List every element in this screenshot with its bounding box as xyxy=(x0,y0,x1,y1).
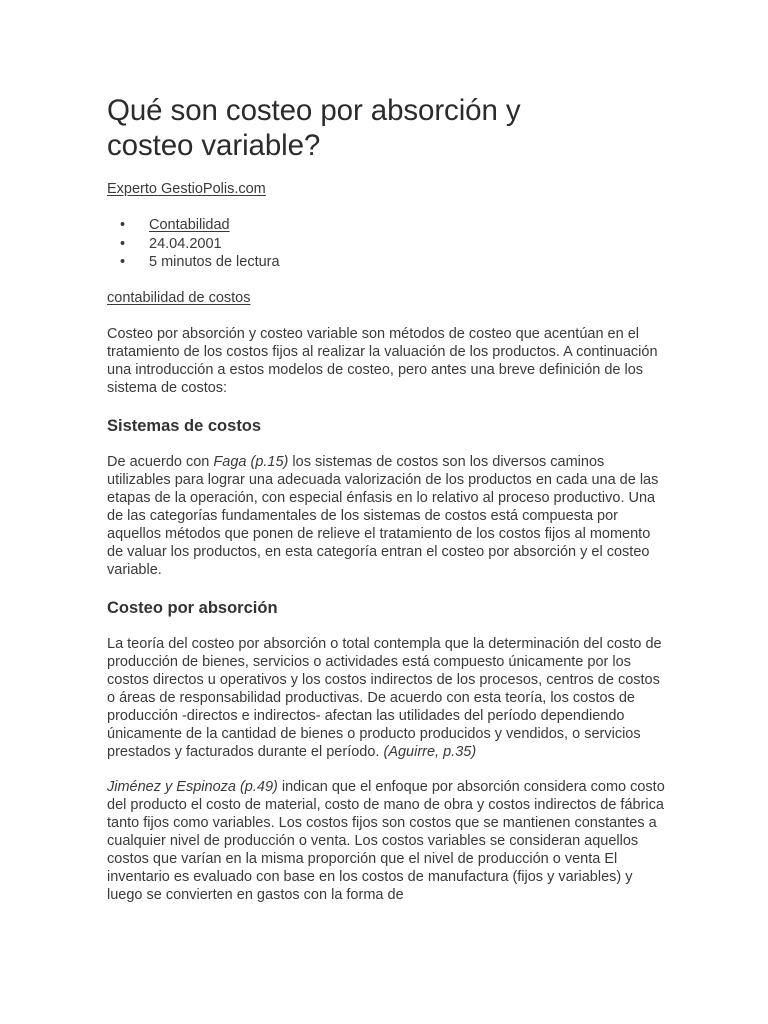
sistemas-text-end: los sistemas de costos son los diversos caminos utilizables para lograr una adecuada valorización de los productos en cada una de las etapas de la operación, con especial énfasis en lo relativo al proceso productivo. Una de las categorías fundamentales de los sistemas de costos está compuesta por aquellos métodos que ponen de relieve el tratamiento de los costos fijos al momento de valuar los productos, en esta categoría entran el costeo por absorción y el costeo variable. xyxy=(107,453,659,578)
section-heading-absorcion: Costeo por absorción xyxy=(107,598,278,617)
article-tag xyxy=(107,289,667,307)
title-line-1: Qué son costeo por absorción y xyxy=(107,94,521,127)
reference-jimenez-espinoza: Jiménez y Espinoza (p.49) xyxy=(107,778,278,795)
bullet-icon: • xyxy=(120,235,126,252)
absorcion-p2-text: indican que el enfoque por absorción considera como costo del producto el costo de material, costo de mano de obra y costos indirectos de fábrica tanto fijos como variables. Los costos fijos son costos que se mantienen constantes a cualquier nivel de producción o venta. Los costos variables se consideran aquellos costos que varían en la misma proporción que el nivel de producción o venta El inventario es evaluado con base en los costos de manufactura (fijos y variables) y luego se convierten en gastos con la forma de xyxy=(107,778,665,903)
article-title xyxy=(107,93,667,163)
bullet-icon: • xyxy=(120,254,126,270)
tag-link[interactable]: contabilidad de costos xyxy=(107,289,251,306)
reference-faga: Faga (p.15) xyxy=(213,453,289,470)
sistemas-text-start: De acuerdo con xyxy=(107,453,214,470)
publish-date: 24.04.2001 xyxy=(149,235,222,252)
absorcion-p1-text: La teoría del costeo por absorción o total contempla que la determinación del costo de producción de bienes, servicios o actividades está compuesto únicamente por los costos directos u operativos y los costos indirectos de los procesos, centros de costos o áreas de responsabilidad productivas. De acuerdo con esta teoría, los costos de producción -directos e indirectos- afectan las utilidades del período dependiendo únicamente de la cantidad de bienes o producto producidos y vendidos, o servicios prestados y facturados durante el período. xyxy=(107,635,662,760)
article-meta-list xyxy=(107,216,667,272)
category-link[interactable]: Contabilidad xyxy=(149,217,230,233)
reference-aguirre: (Aguirre, p.35) xyxy=(383,743,477,760)
reading-time: 5 minutos de lectura xyxy=(149,254,280,270)
title-line-2: costeo variable? xyxy=(107,129,321,162)
intro-paragraph: Costeo por absorción y costeo variable son métodos de costeo que acentúan en el tratamiento de los costos fijos al realizar la valuación de los productos. A continuación una introducción a estos modelos de costeo, pero antes una breve definición de los sistema de costos: xyxy=(107,325,658,396)
author-link[interactable]: Experto GestioPolis.com xyxy=(107,181,266,197)
article xyxy=(107,93,667,904)
section-heading-sistemas: Sistemas de costos xyxy=(107,416,262,435)
meta-date xyxy=(107,235,667,254)
absorcion-paragraph-2 xyxy=(107,778,667,904)
meta-category xyxy=(107,216,667,235)
meta-reading-time xyxy=(107,253,667,272)
bullet-icon: • xyxy=(120,217,126,233)
sistemas-paragraph xyxy=(107,453,667,579)
absorcion-paragraph-1 xyxy=(107,635,667,761)
author-byline xyxy=(107,180,667,198)
